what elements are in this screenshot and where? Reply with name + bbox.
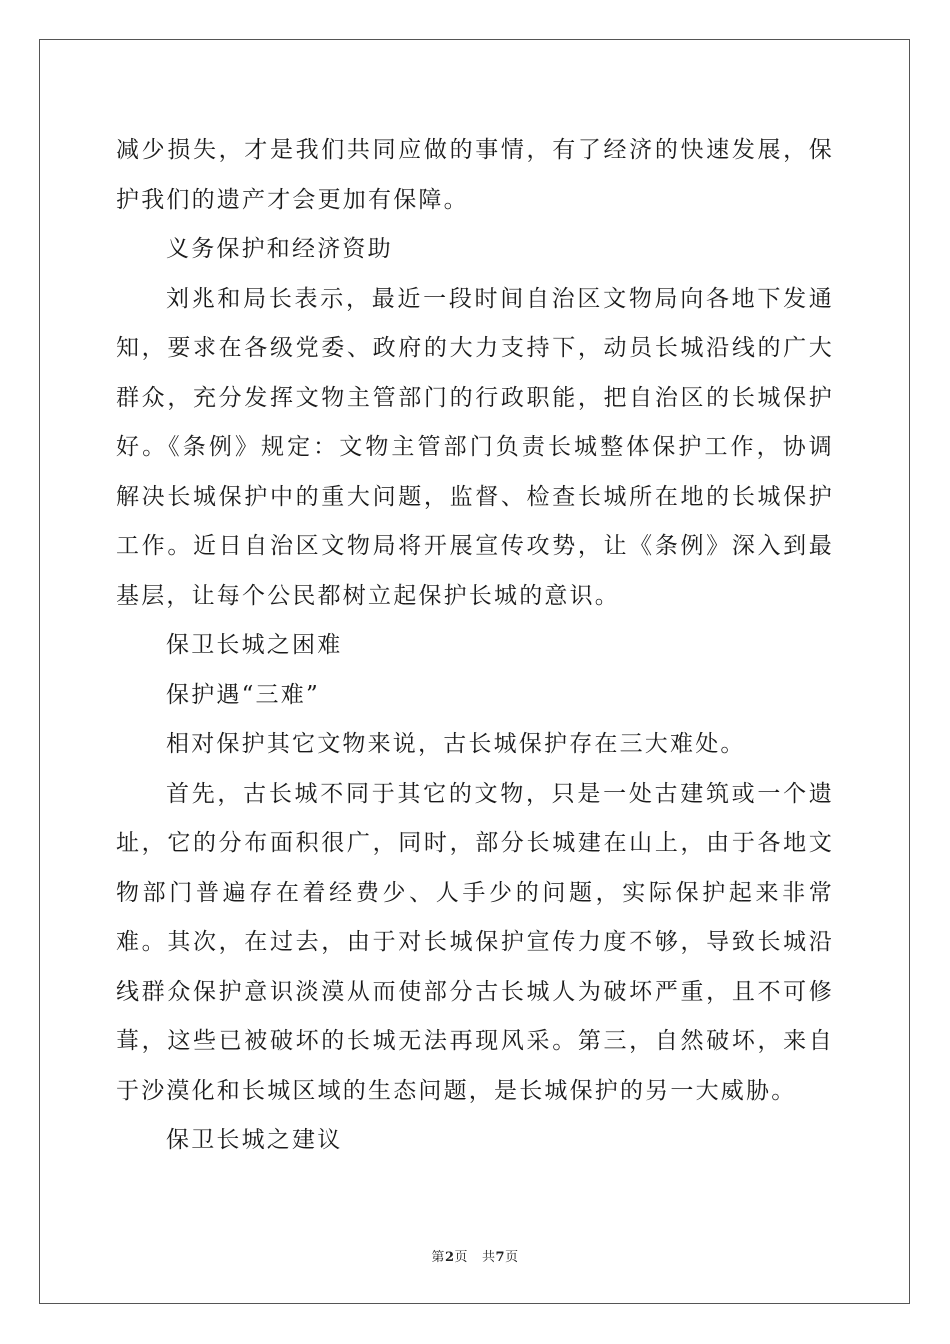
paragraph-continuation: 减少损失，才是我们共同应做的事情，有了经济的快速发展，保护我们的遗产才会更加有保障。: [116, 137, 834, 213]
section-heading: 保卫长城之困难: [166, 632, 343, 658]
total-suffix: 页: [505, 1250, 519, 1265]
page-number: 2: [444, 1250, 455, 1265]
paragraph: 首先，古长城不同于其它的文物，只是一处古建筑或一个遗址，它的分布面积很广，同时，部分长城建在山上，由于各地文物部门普遍存在着经费少、人手少的问题，实际保护起来非常难。其次，在过去，由于对长城保护宣传力度不够，导致长城沿线群众保护意识淡漠从而使部分古长城人为破坏严重，且不可修葺，这些已被破坏的长城无法再现风采。第三，自然破坏，来自于沙漠化和长城区域的生态问题，是长城保护的另一大威胁。: [116, 780, 834, 1104]
document-body: [116, 126, 834, 1166]
paragraph: 相对保护其它文物来说，古长城保护存在三大难处。: [166, 731, 746, 757]
section-heading: 义务保护和经济资助: [166, 236, 393, 262]
total-pages: 7: [495, 1250, 506, 1265]
section-heading: 保护遇“三难”: [166, 681, 320, 708]
paragraph: 刘兆和局长表示，最近一段时间自治区文物局向各地下发通知，要求在各级党委、政府的大力支持下，动员长城沿线的广大群众，充分发挥文物主管部门的行政职能，把自治区的长城保护好。《条例》规定：文物主管部门负责长城整体保护工作，协调解决长城保护中的重大问题，监督、检查长城所在地的长城保护工作。近日自治区文物局将开展宣传攻势，让《条例》深入到最基层，让每个公民都树立起保护长城的意识。: [116, 285, 834, 609]
page-suffix: 页: [454, 1250, 468, 1265]
page-footer: [0, 1246, 950, 1265]
section-heading: 保卫长城之建议: [166, 1127, 343, 1153]
total-prefix: 共: [482, 1250, 496, 1265]
page-prefix: 第: [431, 1250, 445, 1265]
